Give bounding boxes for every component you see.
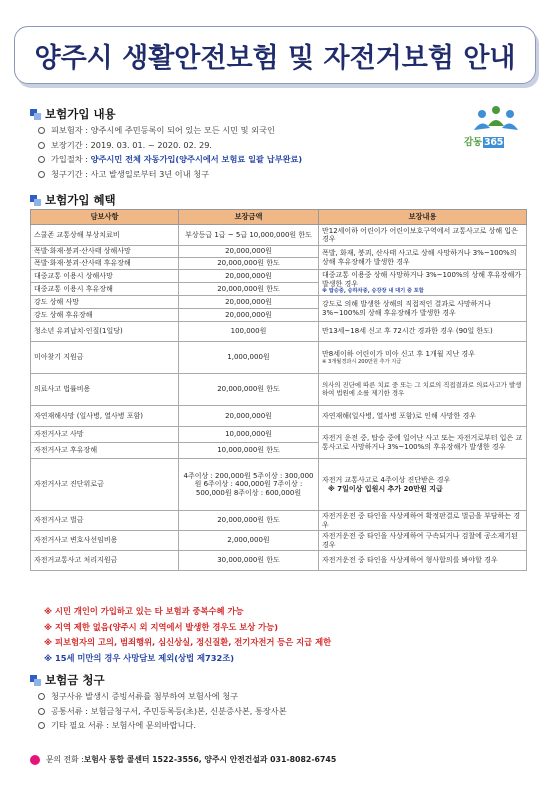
page-title: 양주시 생활안전보험 및 자전거보험 안내 (14, 26, 536, 84)
benefit-item: 미아찾기 지원금 (31, 342, 179, 374)
section-heading-label: 보험가입 혜택 (45, 193, 116, 207)
benefit-amount: 20,000,000원 한도 (179, 374, 319, 406)
benefit-amount: 4주이상 : 200,000원 5주이상 : 300,000원 6주이상 : 400,000원 7주이상 : 500,000원 8주이상 : 600,000원 (179, 459, 319, 511)
table-row (31, 342, 527, 374)
benefit-item: 대중교통 이용시 상해사망 (31, 270, 179, 283)
benefit-item: 대중교통 이용시 후유장해 (31, 283, 179, 296)
benefit-amount: 20,000,000원 (179, 296, 319, 309)
section-bullet-icon (30, 109, 41, 120)
list-item: 공통서류 : 보험금청구서, 주민등록등(초)본, 신분증사본, 통장사본 (38, 704, 287, 719)
contact-line (30, 754, 336, 765)
enrollment-list (38, 123, 302, 181)
column-header: 보장금액 (179, 210, 319, 225)
table-row (31, 511, 527, 531)
claims-list (38, 689, 287, 733)
benefit-amount: 20,000,000원 (179, 270, 319, 283)
section-heading-claims (30, 672, 105, 688)
table-row (31, 374, 527, 406)
list-item: 보장기간 : 2019. 03. 01. ~ 2020. 02. 29. (38, 138, 302, 153)
section-heading-label: 보험가입 내용 (45, 107, 116, 121)
benefit-amount: 1,000,000원 (179, 342, 319, 374)
circle-bullet-icon (38, 127, 45, 134)
benefit-description: 의사의 진단에 따른 치료 중 또는 그 치료의 직접결과로 의료사고가 발생하여 법원에 소를 제기한 경우 (319, 374, 527, 406)
benefit-amount: 30,000,000원 한도 (179, 551, 319, 571)
table-row (31, 225, 527, 246)
circle-bullet-icon (38, 142, 45, 149)
benefit-item: 청소년 유괴납치·인질(1일당) (31, 322, 179, 342)
benefit-item: 폭발·화재·붕괴·산사태 상해사망 (31, 246, 179, 258)
table-row (31, 296, 527, 309)
benefit-amount: 10,000,000원 (179, 427, 319, 443)
benefit-item: 자전거사고 벌금 (31, 511, 179, 531)
section-bullet-icon (30, 675, 41, 686)
note-item: ※ 시민 개인이 가입하고 있는 타 보험과 중복수혜 가능 (44, 606, 244, 616)
benefit-description: 만12세이하 어린이가 어린이보호구역에서 교통사고로 상해 입은 경우 (319, 225, 527, 246)
circle-bullet-icon (38, 722, 45, 729)
list-item: 기타 필요 서류 : 보험사에 문의바랍니다. (38, 718, 287, 733)
table-row (31, 270, 527, 283)
table-row (31, 322, 527, 342)
table-header-row (31, 210, 527, 225)
benefit-item: 자연재해사망 (일사병, 열사병 포함) (31, 406, 179, 427)
benefit-item: 자전거사고 진단위로금 (31, 459, 179, 511)
circle-bullet-icon (38, 693, 45, 700)
benefit-item: 강도 상해 후유장해 (31, 309, 179, 322)
contact-text: 보험사 통합 콜센터 1522-3556, 양주시 안전건설과 031-8082-6745 (83, 755, 337, 764)
column-header: 담보사항 (31, 210, 179, 225)
benefit-description: 강도로 의해 발생한 상해의 직접적인 결과로 사망하거나 3%~100%의 상해 후유장해가 발생한 경우 (319, 296, 527, 322)
note-item: ※ 피보험자의 고의, 범죄행위, 심신상실, 정신질환, 전기자전거 등은 지급 제한 (44, 637, 332, 647)
table-row (31, 406, 527, 427)
contact-label: 문의 전화 : (46, 755, 84, 764)
benefit-item: 자전거사고 사망 (31, 427, 179, 443)
benefit-description: 자전거운전 중 타인을 사상케하여 형사합의를 봐야할 경우 (319, 551, 527, 571)
benefit-description: 자전거 운전 중, 탑승 중에 일어난 사고 또는 자전거로부터 입은 교통사고로 사망하거나 3%~100%의 후유장해가 발생한 경우 (319, 427, 527, 459)
section-heading-label: 보험금 청구 (45, 673, 105, 687)
list-item: 가입절차 : 양주시민 전체 자동가입(양주시에서 보험료 일괄 납부완료) (38, 152, 302, 167)
benefit-item: 자전거사고 변호사선임비용 (31, 531, 179, 551)
benefit-description: 자전거 교통사고로 4주이상 진단받은 경우 ※ 7일이상 입원시 추가 20만원 지급 (319, 459, 527, 511)
benefit-amount: 100,000원 (179, 322, 319, 342)
section-bullet-icon (30, 195, 41, 206)
benefit-item: 자전거교통사고 처리지원금 (31, 551, 179, 571)
notes-list (44, 604, 331, 666)
benefit-description: 자연재해(일사병, 열사병 포함)로 인해 사망한 경우 (319, 406, 527, 427)
pink-dot-icon (30, 755, 40, 765)
benefit-amount: 20,000,000원 한도 (179, 283, 319, 296)
list-item: 피보험자 : 양주시에 주민등록이 되어 있는 모든 시민 및 외국인 (38, 123, 302, 138)
section-heading-benefits (30, 192, 116, 208)
benefit-amount: 20,000,000원 (179, 406, 319, 427)
table-row (31, 551, 527, 571)
benefit-item: 자전거사고 후유장해 (31, 443, 179, 459)
table-row (31, 459, 527, 511)
benefit-item: 폭발·화재·붕괴·산사태 후유장해 (31, 258, 179, 270)
list-item: 청구사유 발생시 증빙서류를 첨부하여 보험사에 청구 (38, 689, 287, 704)
benefit-amount: 20,000,000원 한도 (179, 511, 319, 531)
benefit-amount: 부상등급 1급 ~ 5급 10,000,000원 한도 (179, 225, 319, 246)
table-row (31, 246, 527, 258)
circle-bullet-icon (38, 156, 45, 163)
benefit-amount: 20,000,000원 한도 (179, 258, 319, 270)
benefit-amount: 20,000,000원 (179, 246, 319, 258)
table-row (31, 427, 527, 443)
circle-bullet-icon (38, 708, 45, 715)
benefit-description: 자전거운전 중 타인을 사상케하여 구속되거나 검찰에 공소제기된 경우 (319, 531, 527, 551)
benefit-item: 의료사고 법률비용 (31, 374, 179, 406)
benefits-table (30, 209, 527, 571)
benefit-amount: 2,000,000원 (179, 531, 319, 551)
benefit-amount: 10,000,000원 한도 (179, 443, 319, 459)
table-row (31, 531, 527, 551)
benefit-description: 만8세이하 어린이가 미아 신고 후 1개월 지난 경우 ※ 3개월경과시 200만원 추가 지급 (319, 342, 527, 374)
benefit-item: 강도 상해 사망 (31, 296, 179, 309)
benefit-description: 만13세~18세 신고 후 72시간 경과한 경우 (90일 한도) (319, 322, 527, 342)
logo-wordmark: 감동 365 (464, 137, 504, 148)
note-item: ※ 지역 제한 없음(양주시 외 지역에서 발생한 경우도 보상 가능) (44, 621, 279, 632)
benefit-item: 스쿨존 교통상해 부상치료비 (31, 225, 179, 246)
list-item: 청구기간 : 사고 발생일로부터 3년 이내 청구 (38, 167, 302, 182)
note-item: ※ 15세 미만의 경우 사망담보 제외(상법 제732조) (44, 652, 235, 663)
circle-bullet-icon (38, 171, 45, 178)
benefit-description: 자전거운전 중 타인을 사상케하여 확정판결로 벌금을 부담하는 경우 (319, 511, 527, 531)
benefit-description: 대중교통 이용중 상해 사망하거나 3%~100%의 상해 후유장해가 발생한 경우 ※ 탑승중, 승하차중, 승강장 내 대기 중 포함 (319, 270, 527, 296)
benefit-amount: 20,000,000원 (179, 309, 319, 322)
column-header: 보장내용 (319, 210, 527, 225)
section-heading-enrollment (30, 106, 116, 122)
benefit-description: 폭발, 화재, 붕괴, 산사태 사고로 상해 사망하거나 3%~100%의 상해 후유장해가 발생한 경우 (319, 246, 527, 270)
